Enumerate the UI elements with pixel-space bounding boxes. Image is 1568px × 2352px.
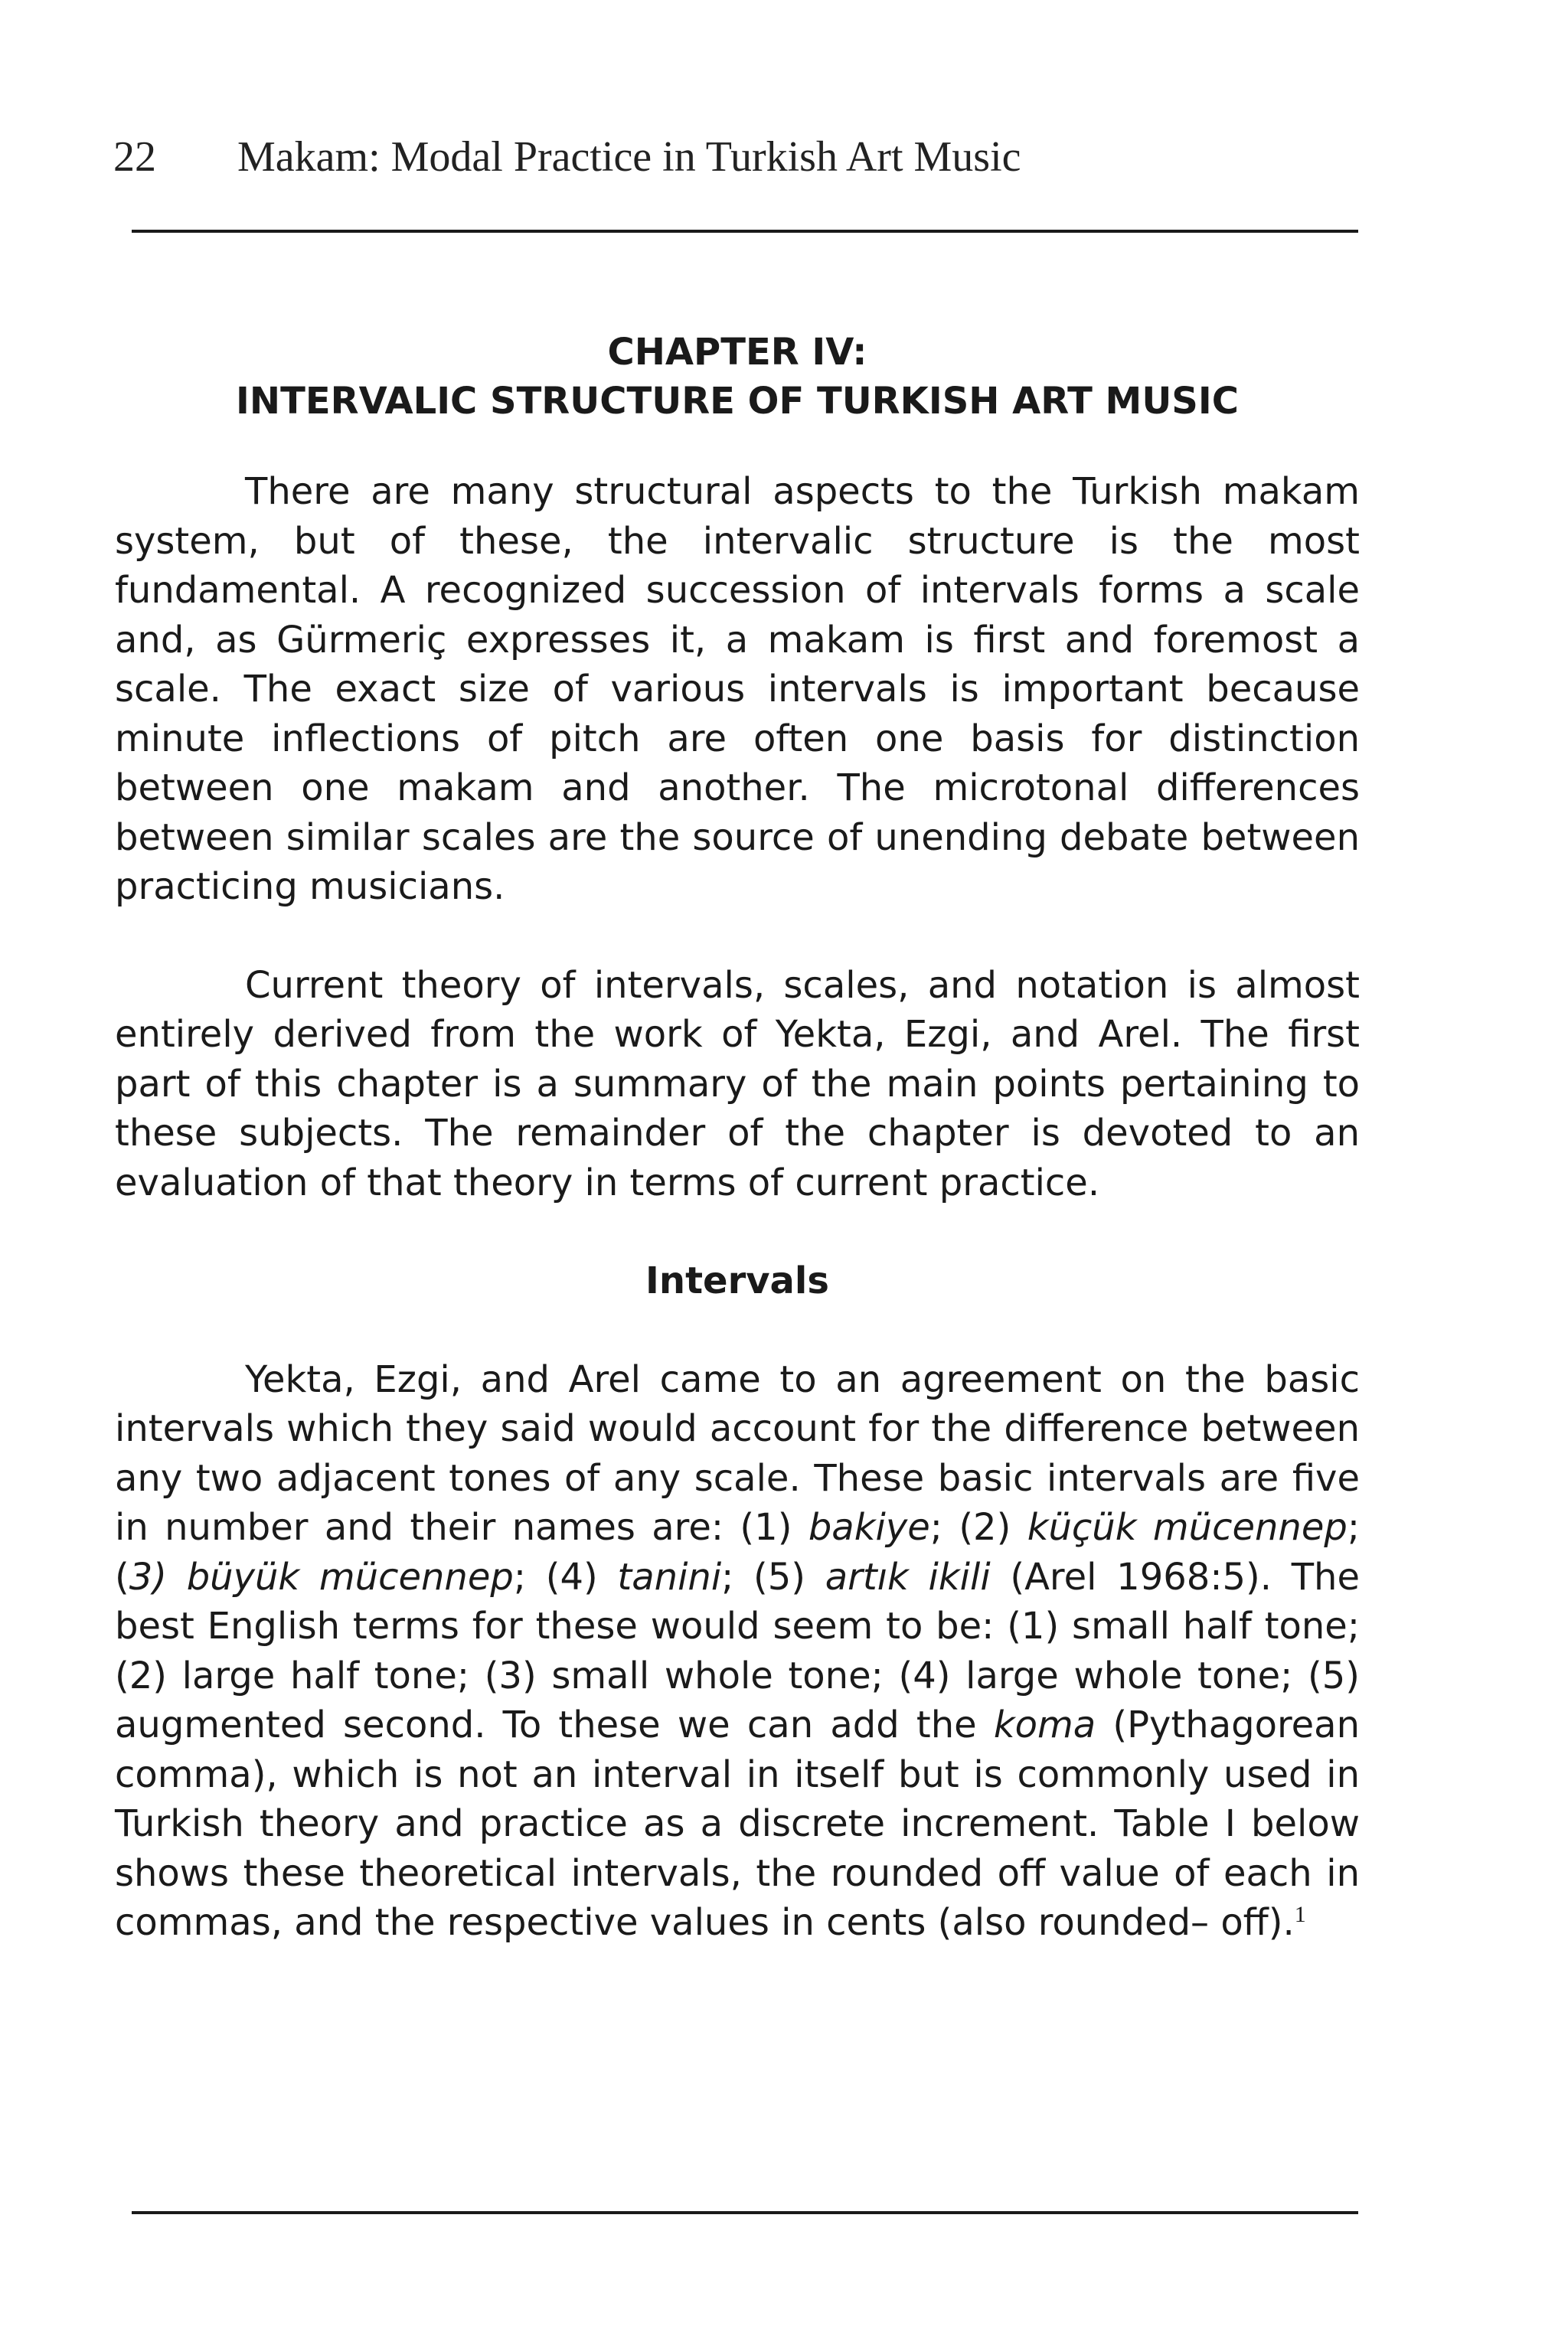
text-run: ; ( [115, 1506, 1361, 1599]
paragraph-intro: There are many structural aspects to the Turkish makam system, but of these, the intervalic structure is the most fundamental. A recognized succession of intervals forms a scale and, as Gürmeriç expresses it, a makam is first and foremost a scale. The exact size of various intervals is important because minute inflections of pitch are often one basis for distinction between one makam and another. The microtonal differences between similar scales are the source of unending debate between practicing musicians. [115, 470, 1360, 908]
book-title: Makam: Modal Practice in Turkish Art Music [237, 133, 1021, 181]
text-run: ; (4) [513, 1555, 618, 1599]
chapter-title: INTERVALIC STRUCTURE OF TURKISH ART MUSIC [236, 380, 1239, 423]
running-head [113, 132, 1021, 182]
chapter-heading [115, 328, 1360, 426]
paragraph-intervals [115, 1355, 1360, 1948]
text-run: (Pythagorean comma), which is not an interval in itself but is commonly used in Turkish theory and practice as a discrete increment. Table I below shows these theoretical intervals, the rounded off value of each in commas, and the respective values in cents (also rounded– off). [115, 1704, 1361, 1944]
term-kucuk-mucennep: küçük mücennep [1027, 1506, 1348, 1549]
page-body [115, 328, 1360, 1948]
term-koma: koma [993, 1704, 1096, 1746]
text-run: ; (2) [929, 1506, 1027, 1549]
term-tanini: tanini [617, 1555, 722, 1599]
text-run: ; (5) [721, 1555, 825, 1599]
paragraph-theory-sources: Current theory of intervals, scales, and notation is almost entirely derived from the work of Yekta, Ezgi, and Arel. The first part of this chapter is a summary of the main points pertaining to these subjects. The remainder of the chapter is devoted to an evaluation of that theory in terms of current practice. [115, 963, 1360, 1204]
footnote-reference[interactable]: 1 [1294, 1902, 1306, 1927]
page-number: 22 [113, 133, 156, 181]
chapter-label: CHAPTER IV: [607, 331, 867, 374]
footer-rule [132, 2211, 1358, 2214]
term-artik-ikili: artık ikili [825, 1555, 991, 1599]
text-run: (Arel 1968:5). The best English terms for these would seem to be: (1) small half tone; (2) large half tone; (3) small whole tone; (4) large whole tone; (5) augmented second. To these we can add the [115, 1555, 1360, 1746]
header-rule [132, 230, 1358, 233]
term-bakiye: bakiye [808, 1506, 930, 1549]
section-heading-intervals: Intervals [645, 1259, 829, 1302]
text-run: Yekta, Ezgi, and Arel came to an agreement on the basic intervals which they said would account for the difference between any two adjacent tones of any scale. These basic intervals are five in number and their names are: (1) [115, 1357, 1360, 1549]
term-buyuk-mucennep: 3) büyük mücennep [129, 1555, 514, 1599]
